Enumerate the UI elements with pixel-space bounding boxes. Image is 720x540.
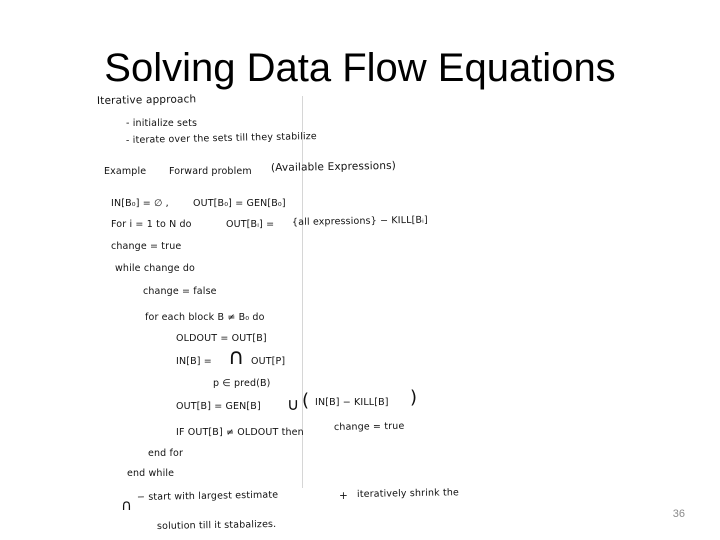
note-change-true-2: change = true	[333, 420, 405, 433]
note-iteratively-shrink: iteratively shrink the	[356, 487, 460, 500]
note-start-largest: − start with largest estimate	[136, 489, 279, 503]
note-initialize-sets: - initialize sets	[126, 118, 198, 129]
note-for-each-block: for each block B ≠ B₀ do	[145, 312, 265, 323]
note-intersect-symbol: ∩	[228, 345, 245, 370]
page-number: 36	[672, 508, 685, 520]
note-intersect-note-symbol: ∩	[121, 496, 133, 514]
slide-title: Solving Data Flow Equations	[104, 46, 616, 90]
note-in-b-assign: IN[B] =	[176, 356, 212, 367]
note-example-label: Example	[104, 166, 147, 177]
note-solution-till: solution till it stabalizes.	[156, 518, 277, 532]
note-oldout-assign: OLDOUT = OUT[B]	[176, 333, 267, 344]
note-end-for: end for	[148, 448, 184, 459]
note-iterative-approach: Iterative approach	[96, 93, 197, 107]
note-out-b0: OUT[B₀] = GEN[B₀]	[193, 198, 286, 209]
note-iterate-sets: - iterate over the sets till they stabilize	[125, 131, 317, 146]
note-p-in-pred: p ∈ pred(B)	[213, 378, 271, 389]
note-forward-problem: Forward problem	[169, 166, 252, 177]
note-end-while: end while	[127, 468, 175, 479]
note-change-false: change = false	[143, 286, 217, 297]
note-union-symbol: ∪	[287, 395, 300, 415]
note-while-change: while change do	[115, 263, 196, 274]
note-plus-symbol: +	[339, 490, 348, 502]
note-change-true-1: change = true	[111, 241, 182, 252]
note-in-b-minus-kill: IN[B] − KILL[B]	[315, 397, 389, 408]
note-left-paren: (	[302, 390, 310, 411]
note-available-expressions: (Available Expressions)	[270, 159, 397, 174]
note-right-paren: )	[410, 387, 418, 408]
note-in-b0: IN[B₀] = ∅ ,	[111, 198, 169, 209]
note-out-b-gen: OUT[B] = GEN[B]	[176, 401, 261, 412]
note-out-bi-assign: OUT[Bᵢ] =	[226, 219, 275, 230]
note-for-loop: For i = 1 to N do	[111, 219, 192, 230]
note-if-out-ne-oldout: IF OUT[B] ≠ OLDOUT then	[176, 427, 304, 438]
note-all-expressions: {all expressions} − KILL[Bᵢ]	[291, 214, 428, 228]
note-out-p: OUT[P]	[251, 356, 286, 367]
